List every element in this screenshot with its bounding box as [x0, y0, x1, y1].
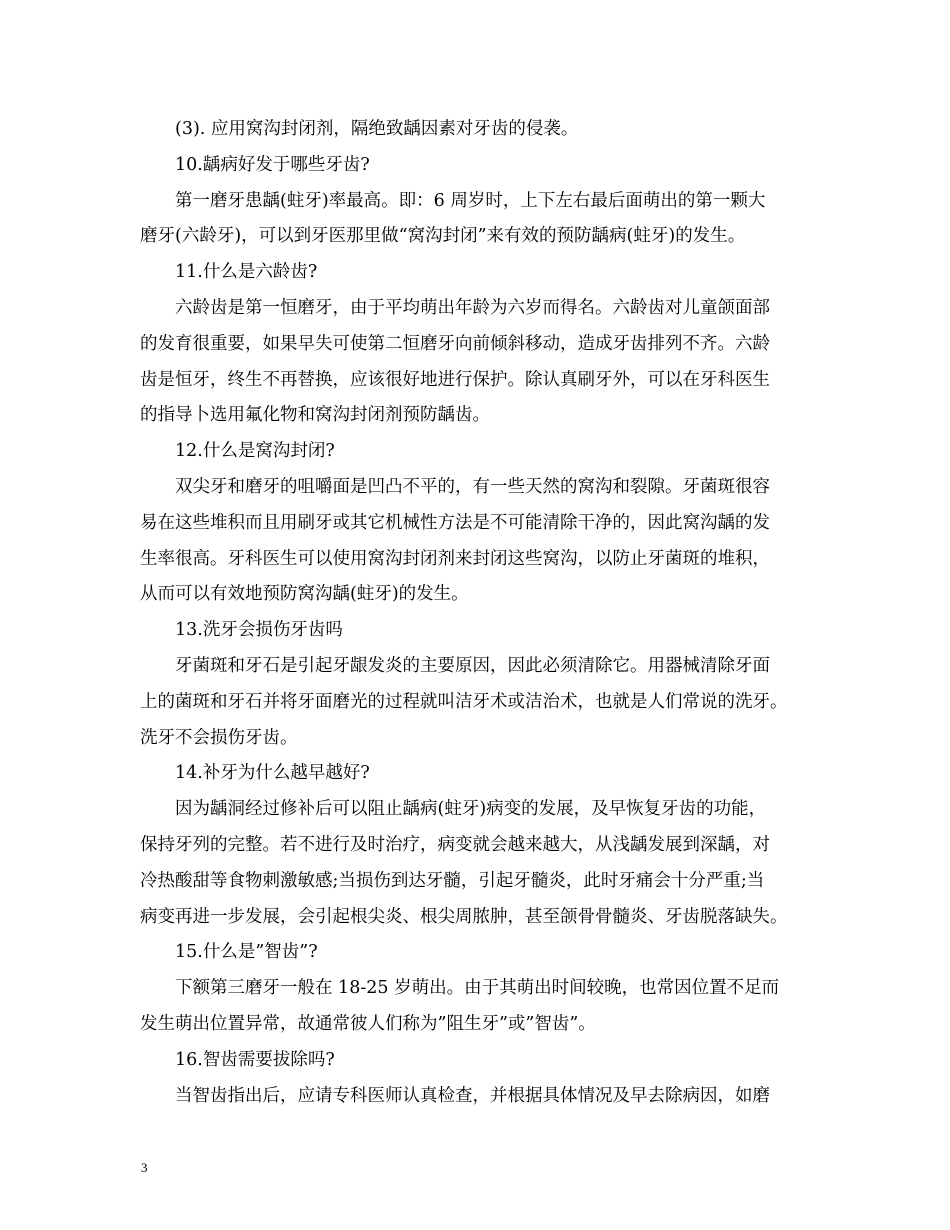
paragraph	[140, 1043, 820, 1079]
paragraph	[140, 1079, 820, 1115]
paragraph	[140, 649, 820, 756]
paragraph-line: 上的菌斑和牙石并将牙面磨光的过程就叫洁牙术或洁治术，也就是人们常说的洗牙。	[140, 691, 788, 712]
paragraph-line: 保持牙列的完整。若不进行及时治疗，病变就会越来越大，从浅龋发展到深龋，对	[140, 834, 770, 855]
paragraph-line: 易在这些堆积而且用刷牙或其它机械性方法是不可能清除干净的，因此窝沟龋的发	[140, 512, 770, 533]
paragraph-first-line: 第一磨牙患龋(蛀牙)率最高。即：6 周岁时，上下左右最后面萌出的第一颗大	[175, 190, 766, 211]
paragraph	[140, 112, 820, 148]
paragraph-first-line: 15.什么是”智齿”?	[175, 942, 318, 963]
paragraph-first-line: 因为龋洞经过修补后可以阻止龋病(蛀牙)病变的发展，及早恢复牙齿的功能，	[175, 799, 767, 820]
paragraph-line: 生率很高。牙科医生可以使用窝沟封闭剂来封闭这些窝沟，以防止牙菌斑的堆积，	[140, 548, 770, 569]
paragraph-line: 洗牙不会损伤牙齿。	[140, 727, 298, 748]
paragraph-first-line: 双尖牙和磨牙的咀嚼面是凹凸不平的，有一些天然的窝沟和裂隙。牙菌斑很容	[175, 476, 770, 497]
paragraph-line: 从而可以有效地预防窝沟龋(蛀牙)的发生。	[140, 584, 469, 605]
page-body	[140, 112, 820, 1114]
paragraph-line: 磨牙(六龄牙)，可以到牙医那里做“窝沟封闭”来有效的预防龋病(蛀牙)的发生。	[140, 226, 746, 247]
paragraph	[140, 792, 820, 935]
paragraph-line: 发生萌出位置异常，故通常彼人们称为”阻生牙”或”智齿”。	[140, 1013, 596, 1034]
paragraph-first-line: 13.洗牙会损伤牙齿吗	[175, 620, 343, 641]
paragraph-first-line: 11.什么是六龄齿?	[175, 262, 318, 283]
paragraph-first-line: 16.智齿需要拔除吗?	[175, 1049, 335, 1070]
paragraph-line: 的指导卜选用氟化物和窝沟封闭剂预防龋齿。	[140, 405, 490, 426]
paragraph-first-line: 下额第三磨牙一般在 18-25 岁萌出。由于其萌出时间较晚，也常因位置不足而	[175, 978, 780, 999]
paragraph	[140, 255, 820, 291]
paragraph	[140, 935, 820, 971]
paragraph	[140, 184, 820, 256]
paragraph	[140, 756, 820, 792]
paragraph-first-line: 10.龋病好发于哪些牙齿?	[175, 154, 370, 175]
paragraph	[140, 971, 820, 1043]
paragraph-first-line: (3). 应用窝沟封闭剂，隔绝致龋因素对牙齿的侵袭。	[175, 119, 579, 139]
paragraph	[140, 434, 820, 470]
paragraph	[140, 613, 820, 649]
paragraph	[140, 291, 820, 434]
paragraph-line: 齿是恒牙，终生不再替换，应该很好地进行保护。除认真刷牙外，可以在牙科医生	[140, 369, 770, 390]
paragraph	[140, 470, 820, 613]
paragraph-first-line: 牙菌斑和牙石是引起牙龈发炎的主要原因，因此必须清除它。用器械清除牙面	[175, 655, 770, 676]
paragraph-first-line: 六龄齿是第一恒磨牙，由于平均萌出年龄为六岁而得名。六龄齿对儿童颌面部	[175, 297, 770, 318]
paragraph-first-line: 当智齿指出后，应请专科医师认真检查，并根据具体情况及早去除病因，如磨	[175, 1085, 770, 1106]
paragraph	[140, 148, 820, 184]
paragraph-line: 的发育很重要，如果早失可使第二恒磨牙向前倾斜移动，造成牙齿排列不齐。六龄	[140, 333, 770, 354]
page-number: 3	[141, 1160, 148, 1175]
paragraph-first-line: 14.补牙为什么越早越好?	[175, 763, 370, 784]
paragraph-line: 病变再进一步发展，会引起根尖炎、根尖周脓肿，甚至颌骨骨髓炎、牙齿脱落缺失。	[140, 906, 788, 927]
paragraph-line: 冷热酸甜等食物刺激敏感;当损伤到达牙髓，引起牙髓炎，此时牙痛会十分严重;当	[140, 870, 765, 891]
paragraph-first-line: 12.什么是窝沟封闭?	[175, 441, 335, 462]
